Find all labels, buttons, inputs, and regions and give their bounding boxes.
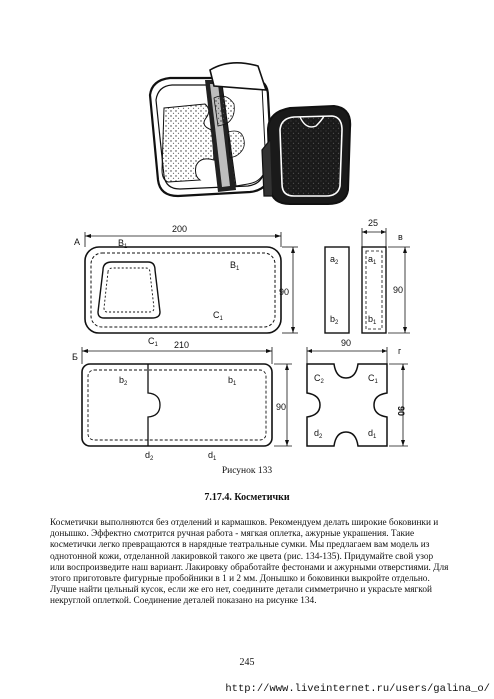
dim-top-width-label: 200 (172, 224, 188, 234)
page-number: 245 (239, 657, 255, 668)
dim-top-height-label: 90 (279, 287, 290, 297)
svg-text:С1: $С_1$ (148, 336, 158, 348)
figure-caption: Рисунок 133 (221, 466, 273, 476)
svg-text:d2: $d_2$ (314, 428, 323, 440)
pattern-piece-middle (82, 364, 272, 446)
section-label-b: Б (72, 352, 78, 362)
dim-middle-width-label: 210 (174, 340, 190, 350)
section-heading: 7.17.4. Косметички (204, 492, 290, 503)
dimension-cross-width (307, 347, 387, 364)
svg-text:С1: $С_1$ (213, 310, 223, 322)
svg-text:В1: $В_1$ (118, 238, 128, 250)
body-paragraph: Косметички выполняются без отделений и кармашков. Рекомендуем делать широкие боковинки и донышко. Эффектно смотрится ручная работа - мягкая оплетка, ажурные украшения. Такие косметички легко превращаются в нарядные театральные сумки. Мы предлагаем вам модель из однотонной кожи, отделанной лакировкой такого же цвета (рис. 134-135). Придумайте свой узор или воспроизведите наш вариант. Лакировку обработайте фестонами и ажурными отверстиями. Для этого приготовьте фигурные пробойники в 1 и 2 мм. Донышко и боковинки выкройте отдельно. Лучше найти цельный кусок, если же его нет, соедините детали симметрично и украсьте мягкой некруглой оплеткой. Соединение деталей показано на рисунке 134. (50, 518, 449, 607)
section-label-g: г (398, 346, 402, 356)
dim-cross-height-label: 90 (396, 406, 406, 417)
dimension-side-width (362, 228, 386, 247)
svg-text:b2: $b_2$ (330, 314, 339, 326)
cosmetic-bag-illustration (150, 63, 350, 204)
dimension-cross-height (389, 364, 408, 446)
svg-text:а2: $а_2$ (330, 254, 339, 266)
dimension-top-width (85, 232, 281, 247)
svg-text:d1: $d_1$ (208, 450, 217, 462)
footer-url-link[interactable]: http://www.liveinternet.ru/users/galina_o/ (225, 683, 490, 695)
dim-cross-width-label: 90 (341, 338, 352, 348)
svg-text:b1: $b_1$ (228, 375, 237, 387)
pattern-piece-top (85, 247, 281, 333)
svg-text:С1: $С_1$ (368, 373, 378, 385)
svg-text:а1: $а_1$ (368, 254, 377, 266)
section-label-a: А (74, 237, 81, 247)
dim-side-height-label: 90 (393, 285, 404, 295)
svg-text:b1: $b_1$ (368, 314, 377, 326)
section-label-v: в (398, 232, 403, 242)
svg-text:С2: $С_2$ (314, 373, 324, 385)
svg-text:d1: $d_1$ (368, 428, 377, 440)
dim-side-width-label: 25 (368, 218, 379, 228)
piece-labels (118, 238, 379, 462)
svg-text:В1: $В_1$ (230, 260, 240, 272)
dim-middle-height-label: 90 (276, 402, 287, 412)
svg-text:d2: $d_2$ (145, 450, 154, 462)
svg-text:b2: $b_2$ (119, 375, 128, 387)
